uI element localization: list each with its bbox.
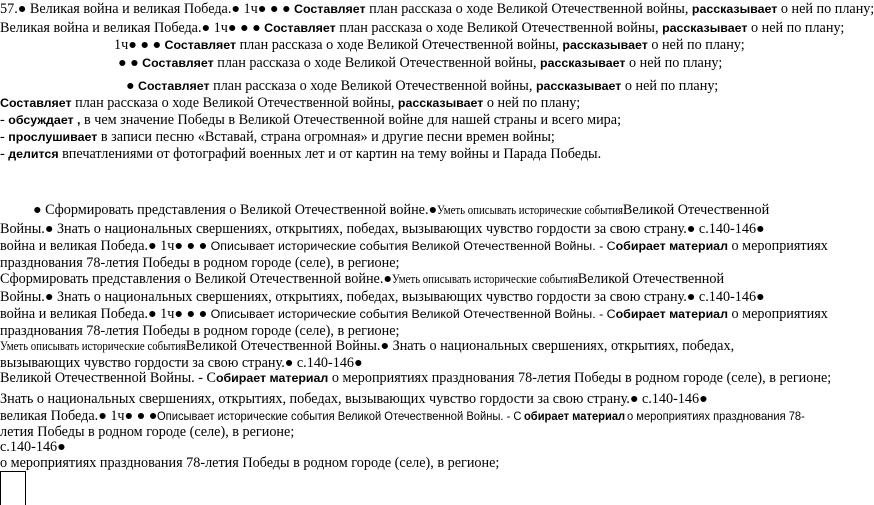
text-span: план рассказа о ходе Великой Отечественной войны, [236, 37, 563, 53]
text-span: Знать о национальных свершениях, открытиях, победах, [389, 338, 735, 354]
keyword: Составляет [134, 79, 210, 93]
text-span: летия Победы в родном городе (селе), в регионе; [0, 424, 295, 440]
text-span: Войны. [0, 221, 45, 237]
text-span: Описывает исторические события Великой Отечественной Войны. - С [207, 239, 616, 253]
text-span: Войны. [0, 289, 45, 305]
text-line [0, 238, 828, 255]
page-ref: с.140-146 [293, 355, 355, 371]
bullets: ● ● [118, 55, 139, 71]
text-span: 1ч [156, 306, 175, 322]
text-line [0, 306, 828, 323]
text-span: о мероприятиях празднования 78-летия Победы в родном городе (селе), в регионе; [328, 370, 832, 386]
keyword: Составляет [161, 38, 237, 52]
bullet: ● [284, 355, 294, 371]
bullet: ● [33, 202, 42, 218]
text-line [0, 408, 824, 425]
bullet: ● [383, 271, 392, 287]
text-span: Сформировать представления о Великой Отечественной войне. [0, 271, 384, 287]
bullets: ● ● ● [124, 408, 158, 424]
text-line [0, 289, 765, 306]
bullet: ● [57, 439, 66, 455]
text-span: Уметь описывать исторические события [0, 339, 186, 353]
text-line [0, 112, 621, 129]
text-span: Великой Отечественной Войны. - С [0, 370, 216, 386]
text-span: 1ч [114, 37, 129, 53]
keyword: Составляет [260, 21, 336, 35]
bullet: ● [98, 408, 107, 424]
text-span: Великой Отечественной [619, 202, 770, 218]
text-line [0, 455, 499, 472]
text-span: 1ч [210, 20, 228, 36]
text-span: Описывает исторические события Великой Отечественной Войны. - С [157, 409, 522, 423]
bullet: ● [686, 221, 696, 237]
bullets: ● ● ● [174, 238, 208, 254]
text-span: 1ч [239, 1, 258, 17]
keyword: рассказывает [662, 21, 748, 35]
keyword: обирает материал [615, 239, 728, 253]
text-line [0, 338, 734, 355]
keyword: рассказывает [540, 56, 626, 70]
text-span: празднования 78-летия Победы в родном городе (селе), в регионе; [0, 255, 400, 271]
text-span: о мероприятиях [727, 306, 828, 322]
text-span: Великой Отечественной [574, 271, 725, 287]
text-line [0, 439, 66, 456]
dash: - [0, 146, 9, 162]
bullet: ● [44, 289, 54, 305]
text-line [0, 271, 724, 288]
bullet: ● [629, 391, 639, 407]
page-ref: с.140-146 [0, 439, 58, 455]
text-span: в чем значение Победы в Великой Отечественной войне для нашей страны и всего мира; [83, 112, 622, 128]
page-ref: с.140-146 [695, 289, 757, 305]
text-span: Великой Отечественной Войны. [182, 338, 381, 354]
text-span: война и великая Победа. [0, 306, 149, 322]
text-line [0, 95, 580, 112]
dash: - [0, 129, 9, 145]
text-line [0, 391, 708, 408]
keyword: рассказывает [397, 96, 484, 110]
text-span: война и великая Победа. [0, 238, 149, 254]
keyword: рассказывает [691, 2, 778, 16]
text-line [114, 37, 745, 54]
text-span: 1ч [106, 408, 125, 424]
dash: - [0, 112, 9, 128]
bullets: ● ● ● [227, 20, 261, 36]
empty-table-cell [0, 471, 26, 505]
bullets: ● ● ● [174, 306, 208, 322]
bullet: ● [148, 238, 157, 254]
keyword: Составляет [0, 96, 72, 110]
bullet: ● [17, 1, 27, 17]
text-span: 1ч [156, 238, 175, 254]
keyword: рассказывает [562, 38, 648, 52]
text-span: впечатлениями от фотографий военных лет и от картин на тему войны и Парада Победы. [58, 146, 602, 162]
text-span: о ней по плану; [483, 95, 581, 111]
keyword: обирает материал [615, 307, 728, 321]
bullet: ● [44, 221, 54, 237]
text-span: план рассказа о ходе Великой Отечественной войны, [213, 55, 541, 71]
keyword: обирает материал [524, 409, 626, 423]
bullets: ● ● ● [257, 1, 291, 17]
bullet: ● [756, 221, 765, 237]
text-span: о ней по плану; [621, 78, 719, 94]
page-ref: с.140-146 [638, 391, 700, 407]
text-line [0, 370, 831, 387]
bullets: ● ● ● [128, 37, 162, 53]
bullet: ● [126, 78, 135, 94]
text-span: вызывающих чувство гордости за свою страну. [0, 355, 285, 371]
bullet: ● [428, 202, 438, 218]
text-span: план рассказа о ходе Великой Отечественной войны, [335, 20, 663, 36]
line-number: 57. [0, 1, 18, 17]
text-line [126, 78, 718, 95]
text-span: о ней по плану; [747, 20, 845, 36]
text-span: Великая война и великая Победа. [26, 1, 232, 17]
text-span: о ней по плану; [647, 37, 745, 53]
keyword: Составляет [290, 2, 366, 16]
text-span: Сформировать представления о Великой Отечественной войне. [41, 202, 429, 218]
text-line [118, 55, 722, 72]
text-span: Уметь описывать исторические события [391, 272, 578, 286]
bullet: ● [354, 355, 363, 371]
bullet: ● [231, 1, 240, 17]
keyword: делится [8, 147, 59, 161]
text-span: Знать о национальных свершениях, открытиях, победах, вызывающих чувство гордости за свою страну. [53, 221, 687, 237]
keyword: прослушивает [8, 130, 98, 144]
text-line [33, 202, 769, 219]
text-line [0, 146, 601, 163]
text-span: план рассказа о ходе Великой Отечественной войны, [209, 78, 536, 94]
bullet: ● [699, 391, 708, 407]
keyword: обирает материал [215, 371, 329, 385]
bullet: ● [201, 20, 211, 36]
text-span: Описывает исторические события Великой Отечественной Войны. - С [207, 307, 616, 321]
text-span: о ней по плану; [777, 1, 874, 17]
keyword: рассказывает [535, 79, 622, 93]
bullet: ● [380, 338, 390, 354]
text-span: о мероприятиях [727, 238, 828, 254]
text-line [0, 255, 399, 272]
keyword: Составляет [138, 56, 214, 70]
text-span: Великая война и великая Победа. [0, 20, 202, 36]
keyword: обсуждает , [8, 113, 84, 127]
text-span: о мероприятиях празднования 78- [626, 409, 805, 423]
text-span: о мероприятиях празднования 78-летия Победы в родном городе (селе), в регионе; [0, 455, 500, 471]
text-span: великая Победа. [0, 408, 99, 424]
text-line [0, 129, 555, 146]
text-span: план рассказа о ходе Великой Отечественной войны, [71, 95, 398, 111]
text-span: план рассказа о ходе Великой Отечественной войны, [365, 1, 692, 17]
text-span: о ней по плану; [625, 55, 723, 71]
text-span: в записи песню «Вставай, страна огромная» и другие песни времен войны; [97, 129, 555, 145]
bullet: ● [756, 289, 765, 305]
text-span: Уметь описывать исторические события [437, 203, 624, 217]
page-ref: с.140-146 [695, 221, 757, 237]
text-line [0, 1, 874, 18]
bullet: ● [148, 306, 157, 322]
text-span: Знать о национальных свершениях, открытиях, победах, вызывающих чувство гордости за свою страну. [53, 289, 687, 305]
text-line [0, 20, 844, 37]
text-span: Знать о национальных свершениях, открытиях, победах, вызывающих чувство гордости за свою страну. [0, 391, 630, 407]
text-span: празднования 78-летия Победы в родном городе (селе), в регионе; [0, 323, 400, 339]
text-line [0, 221, 765, 238]
bullet: ● [686, 289, 696, 305]
